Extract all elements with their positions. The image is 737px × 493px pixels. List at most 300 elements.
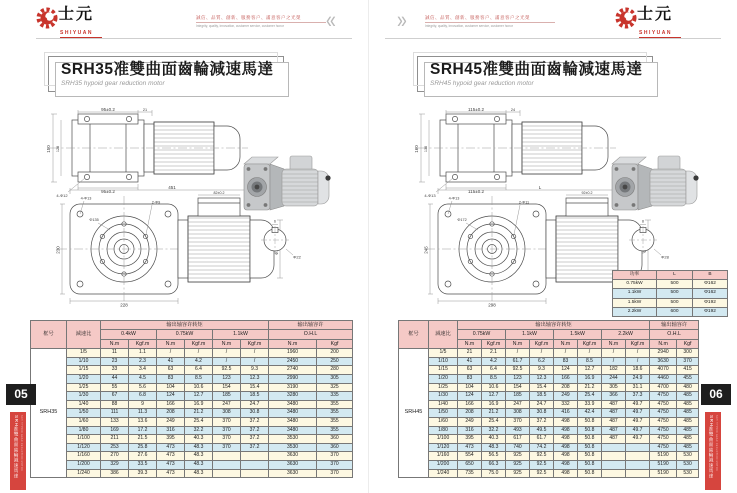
torque-cell: 182: [602, 366, 626, 375]
lb-cell: 500: [657, 298, 693, 307]
torque-cell: 247: [213, 400, 241, 409]
torque-cell: 56.5: [482, 452, 506, 461]
torque-cell: 329: [101, 460, 129, 469]
torque-cell: 270: [101, 452, 129, 461]
top-view: [50, 114, 248, 182]
banner-text: SRH准雙曲面齒輪減速馬達: [14, 415, 19, 479]
torque-cell: /: [157, 349, 185, 358]
lb-row: [613, 289, 728, 298]
torque-cell: [241, 452, 269, 461]
dimension-label: 298: [488, 302, 496, 308]
torque-cell: 370: [213, 426, 241, 435]
ohl-cell: 3480: [269, 417, 317, 426]
spec-row: [31, 357, 353, 366]
torque-cell: 111: [101, 409, 129, 418]
torque-cell: /: [213, 349, 241, 358]
ohl-cell: 2940: [650, 349, 677, 358]
lb-cell: Φ162: [693, 289, 728, 298]
slogan-cn: 誠信、品質、創新、服務客户、滿意客户之光榮: [196, 15, 301, 20]
title-box: [417, 56, 653, 92]
torque-cell: 37.2: [241, 435, 269, 444]
torque-cell: 88: [101, 400, 129, 409]
motor-lb-table: [612, 270, 728, 317]
lb-row: [613, 307, 728, 316]
spec-row: [31, 426, 353, 435]
lb-cell: Φ162: [693, 280, 728, 289]
header-unit: Kgf: [677, 339, 699, 348]
torque-cell: 104: [458, 383, 482, 392]
torque-cell: 123: [213, 375, 241, 384]
header-unit: N.m: [602, 339, 626, 348]
torque-cell: 487: [602, 409, 626, 418]
page-subtitle: SRH35 hypoid gear reduction motor: [61, 80, 165, 87]
spec-row: [399, 366, 699, 375]
slogan-en: Integrity, quality, innovation, customer service, customer honor: [196, 22, 326, 28]
torque-cell: 104: [157, 383, 185, 392]
ratio-cell: 1/100: [429, 435, 458, 444]
torque-cell: 208: [458, 409, 482, 418]
torque-cell: 6.4: [482, 366, 506, 375]
dimension-label: L: [538, 185, 542, 190]
torque-cell: 12.7: [578, 366, 602, 375]
torque-cell: 208: [157, 409, 185, 418]
ohl-cell: 530: [677, 469, 699, 478]
spec-row: [399, 426, 699, 435]
ohl-cell: 370: [317, 452, 353, 461]
torque-cell: 316: [157, 426, 185, 435]
spec-row: [31, 375, 353, 384]
torque-cell: /: [213, 357, 241, 366]
ohl-cell: 485: [677, 435, 699, 444]
header-slogan: [196, 15, 326, 28]
dimension-label: 6: [274, 219, 276, 224]
torque-cell: 44: [101, 375, 129, 384]
torque-cell: 50.8: [578, 469, 602, 478]
header-ohl-group: 输出轴容许: [650, 321, 699, 330]
torque-cell: [602, 452, 626, 461]
dimension-label: 92±0.2: [581, 191, 593, 195]
chevron-right-icon: »: [397, 8, 407, 34]
torque-cell: /: [626, 349, 650, 358]
spec-row: [31, 460, 353, 469]
ohl-cell: 360: [317, 443, 353, 452]
front-view: [423, 196, 642, 304]
header-frame: 框号: [399, 321, 429, 349]
torque-cell: 39.3: [129, 469, 157, 478]
torque-cell: 487: [602, 417, 626, 426]
brand-logo: [615, 6, 735, 36]
ratio-cell: 1/100: [67, 435, 101, 444]
dimension-label: 95±0.2: [101, 108, 115, 112]
torque-cell: 925: [506, 460, 530, 469]
ohl-cell: 4750: [650, 392, 677, 401]
ohl-cell: 280: [317, 366, 353, 375]
lb-row: [613, 298, 728, 307]
dimension-label: 2-Φ9: [151, 200, 161, 205]
header-unit: Kgf.m: [626, 339, 650, 348]
torque-cell: 25.8: [129, 443, 157, 452]
ohl-cell: 370: [317, 460, 353, 469]
torque-cell: 24.9: [626, 375, 650, 384]
ratio-cell: 1/15: [429, 366, 458, 375]
torque-cell: /: [530, 349, 554, 358]
page-title: SRH35准雙曲面齒輪減速馬達: [61, 61, 274, 78]
dimension-label: 2-Φ11: [518, 200, 530, 205]
torque-cell: 37.2: [241, 443, 269, 452]
ohl-cell: 325: [317, 383, 353, 392]
torque-cell: [213, 452, 241, 461]
side-banner: [10, 412, 26, 490]
spec-row: [399, 349, 699, 358]
header-ohl: O.H.L: [269, 330, 353, 339]
torque-cell: 308: [506, 409, 530, 418]
logo-en: SHIYUAN: [639, 30, 681, 39]
torque-cell: 554: [458, 452, 482, 461]
dimension-label: 4-Φ12: [56, 193, 68, 198]
spec-row: [31, 383, 353, 392]
header-unit: N.m: [506, 339, 530, 348]
ohl-cell: 485: [677, 392, 699, 401]
torque-cell: 154: [506, 383, 530, 392]
torque-cell: 6.8: [129, 392, 157, 401]
ratio-cell: 1/15: [67, 366, 101, 375]
torque-cell: 498: [554, 460, 578, 469]
header-power: 1.5kW: [554, 330, 602, 339]
header-unit: N.m: [458, 339, 482, 348]
lb-cell: 600: [657, 307, 693, 316]
page-subtitle: SRH45 hypoid gear reduction motor: [430, 80, 534, 87]
spec-row: [399, 452, 699, 461]
frame-model-cell: SRH45: [399, 349, 429, 478]
gear-icon: [615, 6, 637, 30]
page-number-badge: 06: [701, 384, 731, 405]
torque-cell: 12.3: [241, 375, 269, 384]
dimension-label: 128: [56, 145, 60, 153]
torque-cell: 83: [458, 375, 482, 384]
ohl-cell: 355: [317, 426, 353, 435]
torque-cell: 49.7: [626, 409, 650, 418]
product-photo: [612, 156, 699, 210]
lb-cell: Φ192: [693, 298, 728, 307]
ohl-cell: 5190: [650, 469, 677, 478]
torque-cell: 63: [458, 366, 482, 375]
torque-cell: 12.3: [530, 375, 554, 384]
torque-cell: /: [626, 357, 650, 366]
spec-row: [31, 452, 353, 461]
dimension-label: Φ22: [293, 254, 301, 260]
dimension-label: 230: [55, 246, 61, 254]
torque-cell: 16.9: [185, 400, 213, 409]
header-slogan: [425, 15, 555, 28]
dimension-label: 95±0.2: [101, 189, 115, 194]
torque-cell: 249: [554, 392, 578, 401]
ohl-cell: 200: [317, 349, 353, 358]
torque-cell: 49.7: [626, 435, 650, 444]
torque-cell: 83: [157, 375, 185, 384]
spec-row: [31, 366, 353, 375]
torque-cell: 49.7: [626, 417, 650, 426]
lb-cell: Φ192: [693, 307, 728, 316]
torque-cell: 15.4: [241, 383, 269, 392]
torque-cell: 41: [458, 357, 482, 366]
dimension-label: 228: [120, 302, 128, 308]
torque-cell: 244: [602, 375, 626, 384]
torque-cell: 9.3: [530, 366, 554, 375]
dimension-label: 4-Φ13: [424, 193, 436, 198]
ohl-cell: 360: [317, 435, 353, 444]
torque-cell: 5.6: [129, 383, 157, 392]
header-unit: Kgf.m: [578, 339, 602, 348]
torque-cell: 487: [602, 435, 626, 444]
torque-cell: 50.8: [578, 435, 602, 444]
product-photo: [244, 156, 331, 210]
torque-cell: [602, 443, 626, 452]
page-left: [0, 0, 368, 493]
torque-cell: 92.5: [213, 366, 241, 375]
torque-cell: 18.5: [530, 392, 554, 401]
torque-cell: 48.3: [185, 460, 213, 469]
ohl-cell: 370: [677, 357, 699, 366]
torque-cell: 48.3: [185, 443, 213, 452]
ohl-cell: 5190: [650, 460, 677, 469]
torque-cell: 11: [101, 349, 129, 358]
torque-cell: 32.2: [185, 426, 213, 435]
torque-cell: 37.3: [626, 392, 650, 401]
spec-row: [31, 443, 353, 452]
torque-cell: 124: [554, 366, 578, 375]
torque-cell: 473: [157, 469, 185, 478]
spec-row: [31, 435, 353, 444]
ohl-cell: 455: [677, 375, 699, 384]
header-torque-group: 输出轴容许转矩: [458, 321, 650, 330]
torque-cell: 2.3: [129, 357, 157, 366]
dimension-label: Φ172: [457, 218, 467, 222]
torque-cell: 75.0: [482, 469, 506, 478]
torque-cell: 370: [213, 417, 241, 426]
ratio-cell: 1/20: [429, 375, 458, 384]
spec-row: [399, 460, 699, 469]
torque-cell: 92.5: [530, 460, 554, 469]
ohl-cell: 3280: [269, 392, 317, 401]
torque-cell: 48.3: [482, 443, 506, 452]
torque-cell: 498: [554, 469, 578, 478]
ohl-cell: 3630: [269, 452, 317, 461]
ohl-cell: 355: [317, 417, 353, 426]
spec-table: [398, 320, 699, 478]
page-spine: [368, 0, 369, 493]
spec-row: [31, 400, 353, 409]
spec-row: [31, 409, 353, 418]
ratio-cell: 1/240: [67, 469, 101, 478]
torque-cell: 16.9: [482, 400, 506, 409]
dimension-label: 245: [423, 246, 429, 254]
lb-cell: 0.75kW: [613, 280, 657, 289]
torque-cell: 617: [506, 435, 530, 444]
dimension-label: 150: [46, 145, 51, 153]
torque-cell: 30.8: [241, 409, 269, 418]
torque-cell: 40.3: [185, 435, 213, 444]
torque-cell: 50.8: [578, 460, 602, 469]
banner-text: SRH准雙曲面齒輪減速馬達: [709, 415, 714, 479]
torque-cell: 27.6: [129, 452, 157, 461]
torque-cell: 6.4: [185, 366, 213, 375]
torque-cell: 49.7: [626, 400, 650, 409]
torque-cell: 166: [157, 400, 185, 409]
dimension-label: 4-Φ13: [80, 196, 92, 201]
ohl-cell: 1960: [269, 349, 317, 358]
ratio-cell: 1/200: [429, 460, 458, 469]
torque-cell: 4.2: [185, 357, 213, 366]
torque-cell: 473: [157, 452, 185, 461]
torque-cell: 49.5: [530, 426, 554, 435]
dimension-label: 115±0.2: [468, 108, 484, 112]
gear-icon: [36, 6, 58, 30]
torque-cell: 185: [213, 392, 241, 401]
ohl-cell: 3480: [269, 409, 317, 418]
torque-cell: 50.8: [578, 452, 602, 461]
torque-cell: 92.5: [530, 452, 554, 461]
spec-row: [399, 383, 699, 392]
ratio-cell: 1/60: [67, 417, 101, 426]
ohl-cell: 480: [677, 383, 699, 392]
dimension-label: 24: [510, 108, 516, 112]
torque-cell: 366: [602, 392, 626, 401]
torque-cell: 211: [101, 435, 129, 444]
torque-cell: 169: [101, 426, 129, 435]
ratio-cell: 1/240: [429, 469, 458, 478]
ratio-cell: 1/40: [429, 400, 458, 409]
lb-cell: 1.1kW: [613, 289, 657, 298]
torque-cell: 50.8: [578, 426, 602, 435]
torque-cell: 55: [101, 383, 129, 392]
spec-table: [30, 320, 353, 478]
header-power: 1.1kW: [506, 330, 554, 339]
ohl-cell: 355: [317, 409, 353, 418]
ratio-cell: 1/200: [67, 460, 101, 469]
torque-cell: 249: [458, 417, 482, 426]
header-ohl: O.H.L: [650, 330, 699, 339]
torque-cell: /: [602, 349, 626, 358]
torque-cell: /: [578, 349, 602, 358]
torque-cell: 493: [506, 426, 530, 435]
torque-cell: 735: [458, 469, 482, 478]
header-power: 1.1kW: [213, 330, 269, 339]
ohl-cell: 4750: [650, 417, 677, 426]
banner-subtext: SRH HYPOID GEAR REDUCTION MOTOR: [20, 415, 23, 472]
header-unit: N.m: [269, 339, 317, 348]
torque-cell: 166: [458, 400, 482, 409]
ratio-cell: 1/10: [429, 357, 458, 366]
ohl-cell: 3530: [269, 443, 317, 452]
torque-cell: 3.4: [129, 366, 157, 375]
torque-cell: [241, 460, 269, 469]
torque-cell: 9: [129, 400, 157, 409]
torque-cell: 185: [506, 392, 530, 401]
torque-cell: 21: [458, 349, 482, 358]
chevron-left-icon: «: [326, 8, 336, 34]
spec-row: [399, 357, 699, 366]
lb-cell: 1.5kW: [613, 298, 657, 307]
page-title: SRH45准雙曲面齒輪減速馬達: [430, 61, 643, 78]
title-box: [48, 56, 284, 92]
ohl-cell: 485: [677, 443, 699, 452]
torque-cell: 12.7: [185, 392, 213, 401]
torque-cell: 33: [101, 366, 129, 375]
torque-cell: 416: [554, 409, 578, 418]
torque-cell: 21.2: [482, 409, 506, 418]
torque-cell: 92.5: [506, 366, 530, 375]
torque-cell: 16.9: [578, 375, 602, 384]
torque-cell: [602, 469, 626, 478]
torque-cell: 1.1: [129, 349, 157, 358]
torque-cell: 37.2: [241, 426, 269, 435]
torque-cell: 25.4: [482, 417, 506, 426]
torque-cell: 133: [101, 417, 129, 426]
torque-cell: 332: [554, 400, 578, 409]
torque-cell: 49.7: [626, 426, 650, 435]
dimension-label: 82±0.2: [213, 191, 225, 195]
torque-cell: 498: [554, 452, 578, 461]
ratio-cell: 1/5: [429, 349, 458, 358]
ratio-cell: 1/80: [429, 426, 458, 435]
torque-cell: 48.3: [185, 452, 213, 461]
ohl-cell: 485: [677, 409, 699, 418]
torque-cell: 37.2: [241, 417, 269, 426]
torque-cell: 24.7: [241, 400, 269, 409]
ratio-cell: 1/120: [67, 443, 101, 452]
header-unit: Kgf.m: [241, 339, 269, 348]
torque-cell: 11.3: [129, 409, 157, 418]
torque-cell: 4.2: [482, 357, 506, 366]
ratio-cell: 1/40: [67, 400, 101, 409]
ratio-cell: 1/160: [67, 452, 101, 461]
ohl-cell: 485: [677, 426, 699, 435]
spec-row: [31, 417, 353, 426]
top-view: [418, 114, 616, 182]
brand-logo: [36, 6, 156, 36]
ohl-cell: 355: [317, 400, 353, 409]
torque-cell: 92.5: [530, 469, 554, 478]
torque-cell: 63: [157, 366, 185, 375]
header-power: 0.4kW: [101, 330, 157, 339]
header-unit: N.m: [101, 339, 129, 348]
ohl-cell: 3630: [269, 460, 317, 469]
spec-row: [31, 469, 353, 478]
torque-cell: [602, 460, 626, 469]
torque-cell: 370: [213, 443, 241, 452]
lb-header: B: [693, 271, 728, 280]
torque-cell: 25.4: [185, 417, 213, 426]
dimension-label: 4-Φ13: [448, 196, 460, 201]
ohl-cell: 4750: [650, 426, 677, 435]
torque-cell: 24.7: [530, 400, 554, 409]
torque-cell: 498: [554, 417, 578, 426]
torque-cell: 9.3: [241, 366, 269, 375]
torque-cell: 498: [554, 435, 578, 444]
frame-model-cell: SRH35: [31, 349, 67, 478]
torque-cell: 498: [554, 443, 578, 452]
lb-cell: 500: [657, 280, 693, 289]
ohl-cell: 4750: [650, 443, 677, 452]
ratio-cell: 1/25: [429, 383, 458, 392]
ohl-cell: 4070: [650, 366, 677, 375]
torque-cell: [626, 452, 650, 461]
ohl-cell: 530: [677, 460, 699, 469]
torque-cell: 50.8: [578, 443, 602, 452]
spec-row: [399, 469, 699, 478]
torque-cell: 61.7: [506, 357, 530, 366]
slogan-cn: 誠信、品質、創新、服務客户、滿意客户之光榮: [425, 15, 530, 20]
